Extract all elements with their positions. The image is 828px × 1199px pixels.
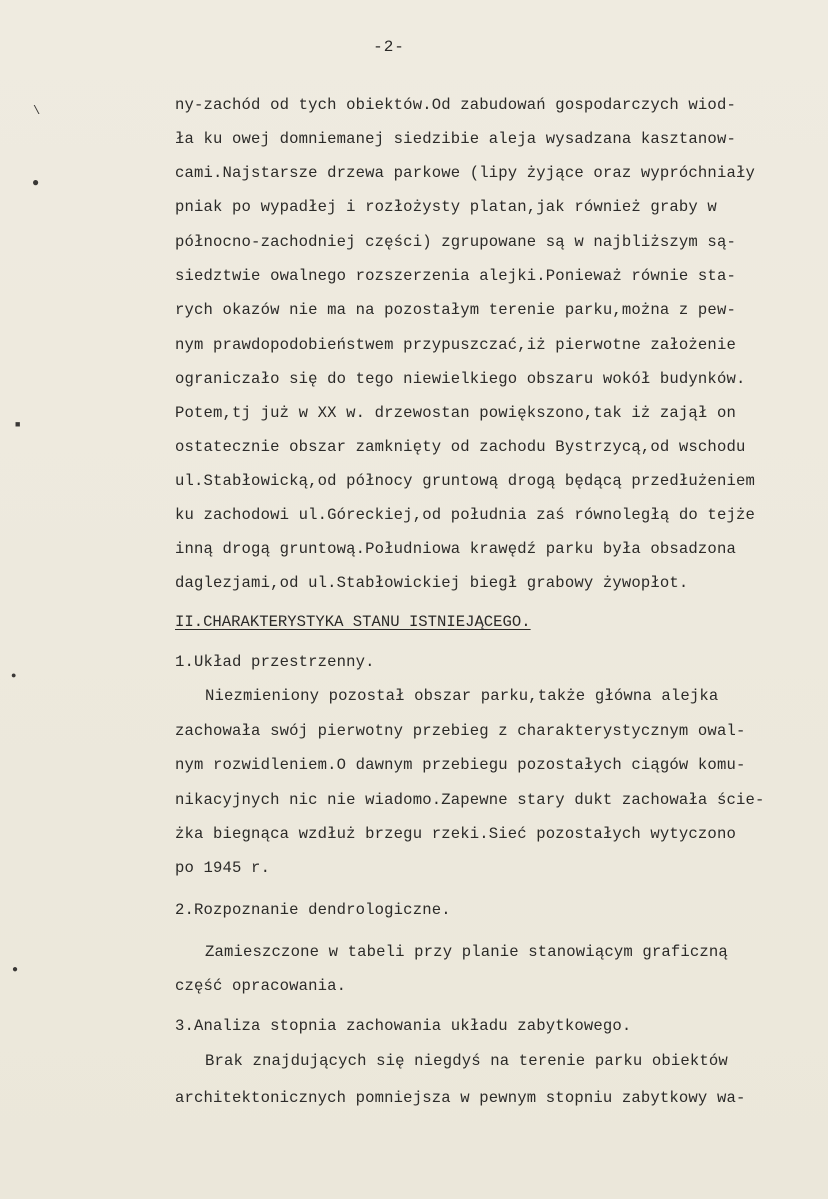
subsection-title: 3.Analiza stopnia zachowania układu zabytkowego. (175, 1017, 632, 1035)
text-line: Brak znajdujących się niegdyś na terenie parku obiektów (205, 1052, 728, 1070)
text-line: Niezmieniony pozostał obszar parku,także główna alejka (205, 687, 719, 705)
text-line: północno-zachodniej części) zgrupowane są w najbliższym są- (175, 233, 736, 251)
text-line: cami.Najstarsze drzewa parkowe (lipy żyjące oraz wypróchniały (175, 164, 755, 182)
page-number: -2- (373, 38, 405, 56)
margin-dot-mark: ● (32, 176, 40, 190)
margin-dot-mark: ● (11, 671, 17, 681)
text-line: inną drogą gruntową.Południowa krawędź parku była obsadzona (175, 540, 736, 558)
text-line: daglezjami,od ul.Stabłowickiej biegł grabowy żywopłot. (175, 574, 689, 592)
text-line: nym prawdopodobieństwem przypuszczać,iż pierwotne założenie (175, 336, 736, 354)
text-line: rych okazów nie ma na pozostałym terenie parku,można z pew- (175, 301, 736, 319)
subsection-title: 1.Układ przestrzenny. (175, 653, 375, 671)
text-line: po 1945 r. (175, 859, 271, 877)
text-line: nikacyjnych nic nie wiadomo.Zapewne stary dukt zachowała ście- (175, 791, 765, 809)
text-line: część opracowania. (175, 977, 347, 995)
text-line: ku zachodowi ul.Góreckiej,od południa zaś równoległą do tejże (175, 506, 755, 524)
text-line: Zamieszczone w tabeli przy planie stanowiącym graficzną (205, 943, 728, 961)
margin-tick-mark: \ (33, 104, 41, 118)
margin-dot-mark: ■ (15, 420, 21, 430)
text-line: nym rozwidleniem.O dawnym przebiegu pozostałych ciągów komu- (175, 756, 746, 774)
text-line: ostatecznie obszar zamknięty od zachodu Bystrzycą,od wschodu (175, 438, 746, 456)
text-line: ła ku owej domniemanej siedzibie aleja wysadzana kasztanow- (175, 130, 736, 148)
text-line: ul.Stabłowicką,od północy gruntową drogą będącą przedłużeniem (175, 472, 755, 490)
section-heading: II.CHARAKTERYSTYKA STANU ISTNIEJĄCEGO. (175, 613, 531, 631)
text-line: ograniczało się do tego niewielkiego obszaru wokół budynków. (175, 370, 746, 388)
text-line: zachowała swój pierwotny przebieg z charakterystycznym owal- (175, 722, 746, 740)
text-line: architektonicznych pomniejsza w pewnym stopniu zabytkowy wa- (175, 1089, 746, 1107)
text-line: żka biegnąca wzdłuż brzegu rzeki.Sieć pozostałych wytyczono (175, 825, 736, 843)
subsection-title: 2.Rozpoznanie dendrologiczne. (175, 901, 451, 919)
text-line: pniak po wypadłej i rozłożysty platan,jak również graby w (175, 198, 717, 216)
text-line: ny-zachód od tych obiektów.Od zabudowań gospodarczych wiod- (175, 96, 736, 114)
margin-dot-mark: ● (12, 965, 19, 976)
text-line: siedztwie owalnego rozszerzenia alejki.Ponieważ równie sta- (175, 267, 736, 285)
text-line: Potem,tj już w XX w. drzewostan powiększono,tak iż zajął on (175, 404, 736, 422)
